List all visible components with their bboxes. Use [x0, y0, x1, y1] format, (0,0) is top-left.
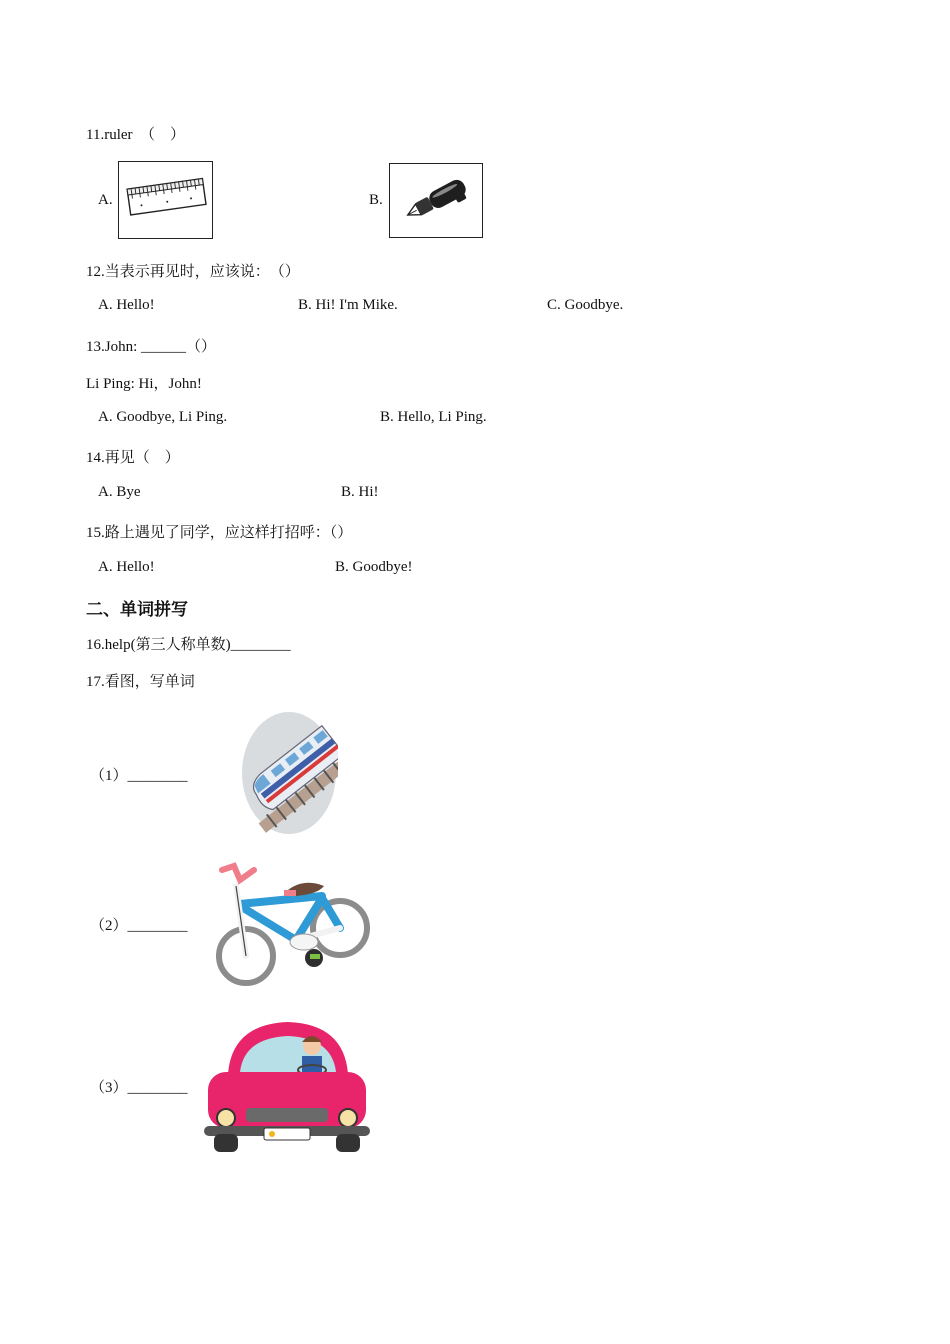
bicycle-icon: [212, 856, 372, 988]
q17-item-2-blank[interactable]: （2）________: [90, 918, 188, 934]
q11-option-a-label[interactable]: A.: [98, 192, 113, 208]
q13-dialogue-line: Li Ping: Hi，John!: [86, 376, 202, 392]
train-icon: [240, 710, 338, 836]
q13-option-b[interactable]: B. Hello, Li Ping.: [380, 409, 487, 425]
q17-item-1-blank[interactable]: （1）________: [90, 768, 188, 784]
q11-option-b-label[interactable]: B.: [369, 192, 383, 208]
ruler-icon: [119, 162, 212, 238]
fountain-pen-icon: [390, 164, 482, 237]
bicycle-picture: [212, 856, 372, 988]
q12-option-a[interactable]: A. Hello!: [98, 297, 155, 313]
q16-question[interactable]: 16.help(第三人称单数)________: [86, 637, 291, 653]
car-icon: [204, 1016, 370, 1156]
q12-option-b[interactable]: B. Hi! I'm Mike.: [298, 297, 398, 313]
ruler-image[interactable]: [118, 161, 213, 239]
q12-option-c[interactable]: C. Goodbye.: [547, 297, 624, 313]
train-picture: [240, 710, 338, 836]
q13-option-a[interactable]: A. Goodbye, Li Ping.: [98, 409, 228, 425]
q13-question: 13.John: ______（）: [86, 339, 217, 355]
q14-option-b[interactable]: B. Hi!: [341, 484, 379, 500]
car-picture: [204, 1016, 370, 1156]
pen-image[interactable]: [389, 163, 483, 238]
q12-question: 12.当表示再见时，应该说： （）: [86, 264, 300, 280]
q11-question: 11.ruler （ ）: [86, 127, 186, 143]
q17-item-3-blank[interactable]: （3）________: [90, 1080, 188, 1096]
q15-question: 15.路上遇见了同学，应这样打招呼：（）: [86, 525, 353, 541]
q15-option-b[interactable]: B. Goodbye!: [335, 559, 413, 575]
q17-question: 17.看图，写单词: [86, 674, 195, 690]
section-heading: 二、单词拼写: [86, 600, 188, 619]
q14-option-a[interactable]: A. Bye: [98, 484, 141, 500]
q15-option-a[interactable]: A. Hello!: [98, 559, 155, 575]
q14-question: 14.再见（ ）: [86, 450, 180, 466]
